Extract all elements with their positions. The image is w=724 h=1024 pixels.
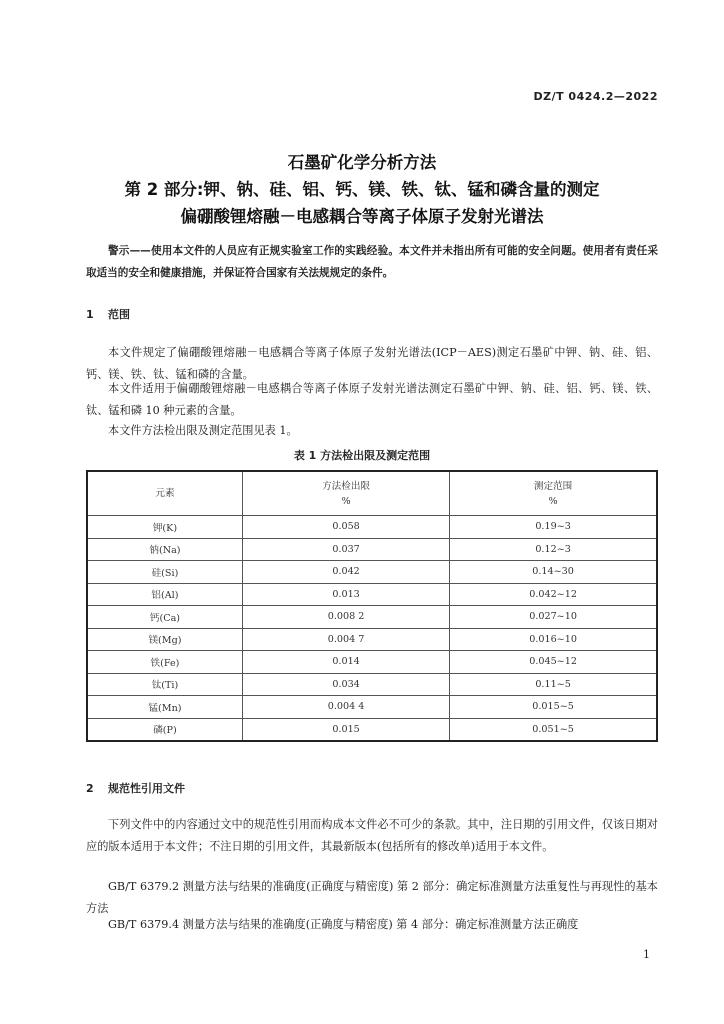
table-row: 钠(Na) 0.037 0.12~3 xyxy=(87,538,657,561)
table-row: 硅(Si) 0.042 0.14~30 xyxy=(87,561,657,584)
document-subtitle: 第 2 部分:钾、钠、硅、铝、钙、镁、铁、钛、锰和磷含量的测定 xyxy=(124,180,600,199)
header-range: 测定范围 % xyxy=(450,471,657,516)
section-number: 2 xyxy=(86,782,94,795)
table-row: 铁(Fe) 0.014 0.045~12 xyxy=(87,651,657,674)
standard-code: DZ/T 0424.2—2022 xyxy=(533,90,658,103)
table-row: 磷(P) 0.015 0.051~5 xyxy=(87,718,657,741)
table-caption: 表 1 方法检出限及测定范围 xyxy=(293,449,431,462)
method-title: 偏硼酸锂熔融－电感耦合等离子体原子发射光谱法 xyxy=(180,207,544,226)
scope-paragraph-1: 本文件规定了偏硼酸锂熔融－电感耦合等离子体原子发射光谱法(ICP－AES)测定石墨矿中钾、钠、硅、铝、钙、镁、铁、钛、锰和磷的含量。 xyxy=(86,346,658,381)
reference-item: GB/T 6379.4 测量方法与结果的准确度(正确度与精密度) 第 4 部分：确定标准测量方法正确度 xyxy=(108,918,579,931)
section-2-heading xyxy=(86,780,185,796)
section-1-heading xyxy=(86,306,130,322)
document-title: 石墨矿化学分析方法 xyxy=(287,153,437,172)
reference-item: GB/T 6379.2 测量方法与结果的准确度(正确度与精密度) 第 2 部分：确定标准测量方法重复性与再现性的基本方法 xyxy=(86,880,658,915)
scope-paragraph-2: 本文件适用于偏硼酸锂熔融－电感耦合等离子体原子发射光谱法测定石墨矿中钾、钠、硅、铝、钙、镁、铁、钛、锰和磷 10 种元素的含量。 xyxy=(86,382,658,417)
warning-paragraph: 警示——使用本文件的人员应有正规实验室工作的实践经验。本文件并未指出所有可能的安全问题。使用者有责任采取适当的安全和健康措施，并保证符合国家有关法规规定的条件。 xyxy=(86,245,658,279)
references-intro: 下列文件中的内容通过文中的规范性引用而构成本文件必不可少的条款。其中，注日期的引用文件，仅该日期对应的版本适用于本文件；不注日期的引用文件，其最新版本(包括所有的修改单)适用于本文件。 xyxy=(86,818,658,853)
table-row: 铝(Al) 0.013 0.042~12 xyxy=(87,583,657,606)
section-title: 规范性引用文件 xyxy=(108,782,185,795)
table-row: 钾(K) 0.058 0.19~3 xyxy=(87,516,657,539)
section-number: 1 xyxy=(86,308,94,321)
table-row: 钙(Ca) 0.008 2 0.027~10 xyxy=(87,606,657,629)
header-element: 元素 xyxy=(87,471,242,516)
page-number: 1 xyxy=(643,948,650,961)
table-row: 镁(Mg) 0.004 7 0.016~10 xyxy=(87,628,657,651)
detection-limit-table xyxy=(86,470,658,742)
table-row: 钛(Ti) 0.034 0.11~5 xyxy=(87,673,657,696)
scope-paragraph-3: 本文件方法检出限及测定范围见表 1。 xyxy=(108,424,298,437)
table-row: 锰(Mn) 0.004 4 0.015~5 xyxy=(87,696,657,719)
section-title: 范围 xyxy=(108,308,130,321)
header-lod: 方法检出限 % xyxy=(242,471,449,516)
